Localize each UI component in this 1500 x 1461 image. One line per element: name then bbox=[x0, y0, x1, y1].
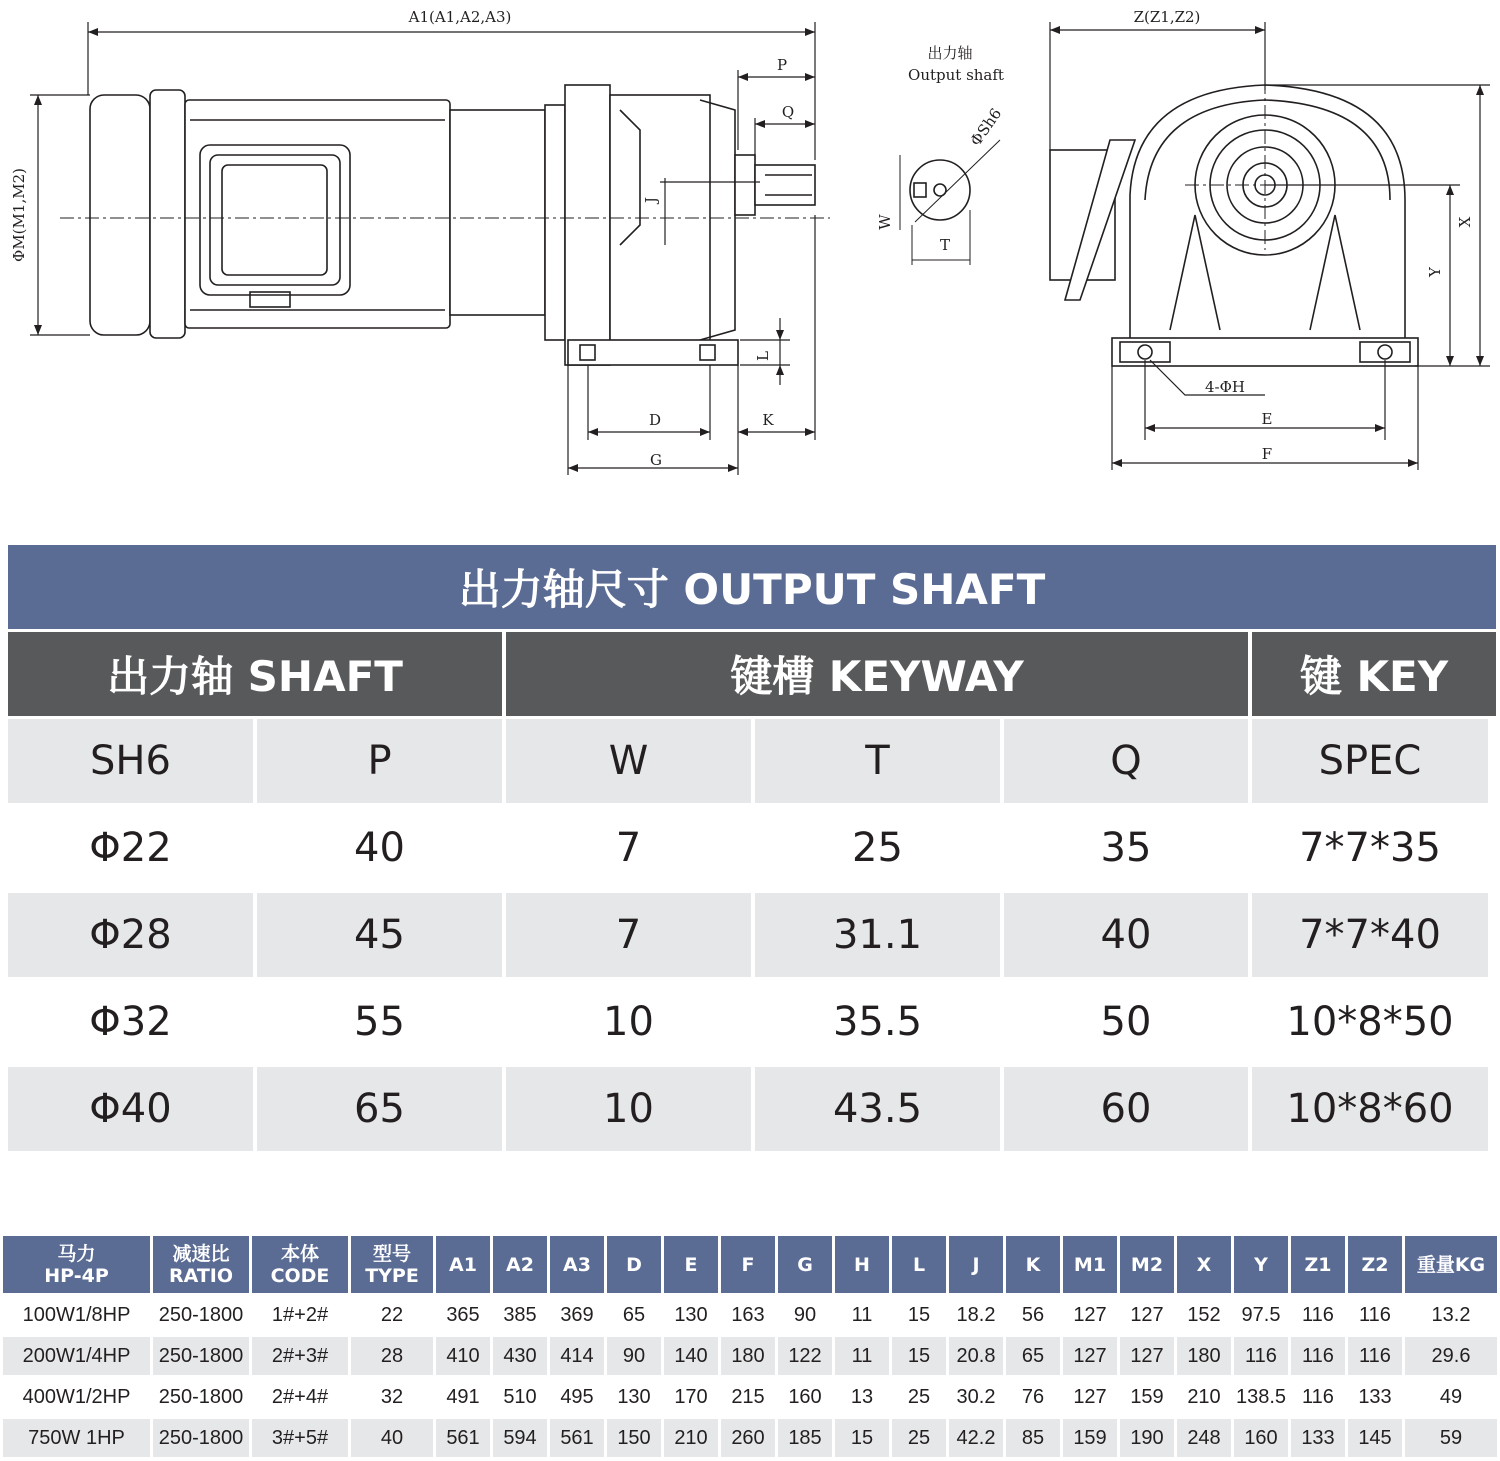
spec-cell: 250-1800 bbox=[153, 1337, 249, 1375]
table-cell: 7 bbox=[506, 806, 751, 890]
spec-header-line: TYPE bbox=[365, 1264, 419, 1287]
spec-column-header bbox=[351, 1236, 433, 1293]
spec-cell: 510 bbox=[493, 1378, 547, 1416]
table-row bbox=[8, 893, 1496, 977]
spec-cell: 260 bbox=[721, 1419, 775, 1457]
spec-header-line: F bbox=[741, 1253, 755, 1276]
column-header: W bbox=[506, 719, 751, 803]
spec-cell: 127 bbox=[1063, 1378, 1117, 1416]
spec-header-line: 重量KG bbox=[1416, 1253, 1486, 1276]
spec-cell: 430 bbox=[493, 1337, 547, 1375]
label-dim-a: A1(A1,A2,A3) bbox=[408, 8, 512, 26]
front-view bbox=[1050, 30, 1418, 366]
spec-cell: 170 bbox=[664, 1378, 718, 1416]
spec-cell: 2#+4# bbox=[252, 1378, 348, 1416]
spec-header-line: A3 bbox=[563, 1253, 591, 1276]
spec-column-header bbox=[252, 1236, 348, 1293]
spec-table bbox=[3, 1236, 1497, 1460]
table-cell: 45 bbox=[257, 893, 502, 977]
spec-column-header bbox=[949, 1236, 1003, 1293]
spec-cell: 2#+3# bbox=[252, 1337, 348, 1375]
spec-cell: 20.8 bbox=[949, 1337, 1003, 1375]
output-shaft-table bbox=[8, 545, 1496, 1151]
table-cell: 10*8*60 bbox=[1252, 1067, 1488, 1151]
label-output-shaft-en: Output shaft bbox=[908, 66, 1004, 84]
spec-header-line: H bbox=[854, 1253, 870, 1276]
spec-cell: 130 bbox=[664, 1296, 718, 1334]
spec-column-header bbox=[1177, 1236, 1231, 1293]
spec-cell: 122 bbox=[778, 1337, 832, 1375]
spec-cell: 29.6 bbox=[1405, 1337, 1497, 1375]
spec-header-line: CODE bbox=[270, 1264, 330, 1287]
spec-row bbox=[3, 1378, 1497, 1416]
spec-cell: 100W1/8HP bbox=[3, 1296, 150, 1334]
label-dim-sh6: ΦSh6 bbox=[966, 104, 1006, 150]
spec-cell: 152 bbox=[1177, 1296, 1231, 1334]
spec-cell: 116 bbox=[1291, 1296, 1345, 1334]
output-shaft-body bbox=[8, 806, 1496, 1151]
spec-cell: 215 bbox=[721, 1378, 775, 1416]
label-dim-m: ΦM(M1,M2) bbox=[10, 168, 28, 262]
label-dim-x: X bbox=[1456, 216, 1474, 228]
spec-cell: 28 bbox=[351, 1337, 433, 1375]
label-dim-g: G bbox=[650, 451, 662, 469]
group-header-row bbox=[8, 632, 1496, 716]
spec-cell: 159 bbox=[1063, 1419, 1117, 1457]
table-row bbox=[8, 1067, 1496, 1151]
label-dim-q: Q bbox=[781, 103, 795, 121]
spec-cell: 32 bbox=[351, 1378, 433, 1416]
spec-cell: 56 bbox=[1006, 1296, 1060, 1334]
column-header: SH6 bbox=[8, 719, 253, 803]
spec-header-line: L bbox=[912, 1253, 926, 1276]
spec-header-line: M1 bbox=[1073, 1253, 1107, 1276]
spec-cell: 127 bbox=[1120, 1296, 1174, 1334]
spec-column-header bbox=[153, 1236, 249, 1293]
spec-cell: 116 bbox=[1234, 1337, 1288, 1375]
spec-cell: 138.5 bbox=[1234, 1378, 1288, 1416]
spec-header-line: G bbox=[797, 1253, 813, 1276]
spec-cell: 11 bbox=[835, 1296, 889, 1334]
spec-header-line: J bbox=[972, 1253, 980, 1276]
table-cell: 60 bbox=[1004, 1067, 1248, 1151]
spec-column-header bbox=[1348, 1236, 1402, 1293]
spec-column-header bbox=[3, 1236, 150, 1293]
spec-cell: 42.2 bbox=[949, 1419, 1003, 1457]
group-shaft: 出力轴 SHAFT bbox=[8, 632, 502, 716]
spec-cell: 22 bbox=[351, 1296, 433, 1334]
spec-header-line: X bbox=[1196, 1253, 1212, 1276]
spec-cell: 410 bbox=[436, 1337, 490, 1375]
column-header-row bbox=[8, 719, 1496, 803]
table-row bbox=[8, 980, 1496, 1064]
table-cell: 40 bbox=[257, 806, 502, 890]
spec-header-line: M2 bbox=[1130, 1253, 1164, 1276]
table-cell: Φ22 bbox=[8, 806, 253, 890]
spec-cell: 116 bbox=[1348, 1337, 1402, 1375]
spec-column-header bbox=[1120, 1236, 1174, 1293]
spec-cell: 250-1800 bbox=[153, 1419, 249, 1457]
spec-cell: 130 bbox=[607, 1378, 661, 1416]
spec-cell: 25 bbox=[892, 1378, 946, 1416]
spec-header-line: A1 bbox=[449, 1253, 477, 1276]
table-cell: 10 bbox=[506, 1067, 751, 1151]
spec-cell: 15 bbox=[835, 1419, 889, 1457]
spec-column-header bbox=[1405, 1236, 1497, 1293]
spec-header-line: E bbox=[684, 1253, 698, 1276]
column-header: T bbox=[755, 719, 1000, 803]
spec-cell: 248 bbox=[1177, 1419, 1231, 1457]
spec-header-line: 型号 bbox=[372, 1242, 411, 1265]
spec-cell: 49 bbox=[1405, 1378, 1497, 1416]
spec-cell: 159 bbox=[1120, 1378, 1174, 1416]
label-dim-d: D bbox=[648, 411, 662, 429]
spec-cell: 180 bbox=[1177, 1337, 1231, 1375]
spec-cell: 250-1800 bbox=[153, 1378, 249, 1416]
spec-column-header bbox=[1234, 1236, 1288, 1293]
label-dim-t: T bbox=[939, 236, 951, 254]
spec-column-header bbox=[835, 1236, 889, 1293]
spec-cell: 491 bbox=[436, 1378, 490, 1416]
output-shaft-title: 出力轴尺寸 OUTPUT SHAFT bbox=[8, 545, 1496, 629]
column-header: P bbox=[257, 719, 502, 803]
spec-header-line: Z1 bbox=[1304, 1253, 1332, 1276]
table-cell: 55 bbox=[257, 980, 502, 1064]
spec-cell: 145 bbox=[1348, 1419, 1402, 1457]
spec-cell: 594 bbox=[493, 1419, 547, 1457]
table-cell: Φ40 bbox=[8, 1067, 253, 1151]
label-dim-j: J bbox=[642, 196, 660, 204]
table-cell: 10*8*50 bbox=[1252, 980, 1488, 1064]
spec-cell: 180 bbox=[721, 1337, 775, 1375]
spec-row bbox=[3, 1419, 1497, 1457]
spec-cell: 185 bbox=[778, 1419, 832, 1457]
label-dim-f: F bbox=[1261, 445, 1273, 463]
spec-column-header bbox=[1063, 1236, 1117, 1293]
label-dim-k: K bbox=[762, 411, 774, 429]
spec-cell: 561 bbox=[436, 1419, 490, 1457]
spec-cell: 13.2 bbox=[1405, 1296, 1497, 1334]
spec-header-line: HP-4P bbox=[44, 1264, 109, 1287]
spec-cell: 127 bbox=[1063, 1337, 1117, 1375]
table-cell: 50 bbox=[1004, 980, 1248, 1064]
spec-cell: 116 bbox=[1291, 1378, 1345, 1416]
spec-column-header bbox=[493, 1236, 547, 1293]
spec-column-header bbox=[721, 1236, 775, 1293]
spec-header-line: 马力 bbox=[57, 1242, 96, 1265]
spec-column-header bbox=[664, 1236, 718, 1293]
spec-column-header bbox=[550, 1236, 604, 1293]
spec-cell: 369 bbox=[550, 1296, 604, 1334]
spec-cell: 15 bbox=[892, 1337, 946, 1375]
spec-column-header bbox=[436, 1236, 490, 1293]
column-header: SPEC bbox=[1252, 719, 1488, 803]
spec-cell: 1#+2# bbox=[252, 1296, 348, 1334]
spec-column-header bbox=[778, 1236, 832, 1293]
spec-column-header bbox=[892, 1236, 946, 1293]
table-cell: 10 bbox=[506, 980, 751, 1064]
label-dim-l: L bbox=[754, 351, 772, 361]
spec-column-header bbox=[1291, 1236, 1345, 1293]
spec-cell: 116 bbox=[1348, 1296, 1402, 1334]
drawing-svg bbox=[0, 0, 1500, 500]
table-cell: 35 bbox=[1004, 806, 1248, 890]
spec-header-line: D bbox=[626, 1253, 642, 1276]
spec-column-header bbox=[607, 1236, 661, 1293]
spec-cell: 18.2 bbox=[949, 1296, 1003, 1334]
spec-cell: 210 bbox=[1177, 1378, 1231, 1416]
spec-cell: 210 bbox=[664, 1419, 718, 1457]
spec-header-line: K bbox=[1025, 1253, 1041, 1276]
spec-cell: 76 bbox=[1006, 1378, 1060, 1416]
spec-cell: 65 bbox=[607, 1296, 661, 1334]
spec-cell: 250-1800 bbox=[153, 1296, 249, 1334]
spec-header-line: 减速比 bbox=[172, 1242, 230, 1265]
label-dim-y: Y bbox=[1426, 267, 1444, 277]
side-view bbox=[60, 85, 830, 365]
spec-header-line: A2 bbox=[506, 1253, 534, 1276]
spec-cell: 190 bbox=[1120, 1419, 1174, 1457]
spec-cell: 150 bbox=[607, 1419, 661, 1457]
spec-cell: 127 bbox=[1120, 1337, 1174, 1375]
spec-header-line: Y bbox=[1254, 1253, 1268, 1276]
spec-cell: 127 bbox=[1063, 1296, 1117, 1334]
group-key: 键 KEY bbox=[1252, 632, 1496, 716]
spec-cell: 30.2 bbox=[949, 1378, 1003, 1416]
group-keyway: 键槽 KEYWAY bbox=[506, 632, 1248, 716]
spec-cell: 133 bbox=[1291, 1419, 1345, 1457]
spec-cell: 414 bbox=[550, 1337, 604, 1375]
spec-cell: 13 bbox=[835, 1378, 889, 1416]
spec-cell: 65 bbox=[1006, 1337, 1060, 1375]
table-cell: Φ28 bbox=[8, 893, 253, 977]
spec-cell: 163 bbox=[721, 1296, 775, 1334]
spec-cell: 15 bbox=[892, 1296, 946, 1334]
table-cell: 7*7*40 bbox=[1252, 893, 1488, 977]
spec-column-header bbox=[1006, 1236, 1060, 1293]
label-dim-h: 4-ΦH bbox=[1205, 378, 1245, 396]
spec-cell: 200W1/4HP bbox=[3, 1337, 150, 1375]
spec-cell: 85 bbox=[1006, 1419, 1060, 1457]
label-dim-z: Z(Z1,Z2) bbox=[1133, 8, 1201, 26]
spec-cell: 3#+5# bbox=[252, 1419, 348, 1457]
spec-cell: 495 bbox=[550, 1378, 604, 1416]
label-dim-w: W bbox=[876, 214, 894, 230]
spec-cell: 40 bbox=[351, 1419, 433, 1457]
spec-row bbox=[3, 1337, 1497, 1375]
table-row bbox=[8, 806, 1496, 890]
label-output-shaft-cn: 出力轴 bbox=[927, 44, 973, 62]
table-cell: 43.5 bbox=[755, 1067, 1000, 1151]
spec-header-line: RATIO bbox=[168, 1264, 234, 1287]
table-cell: 40 bbox=[1004, 893, 1248, 977]
label-dim-p: P bbox=[776, 56, 788, 74]
table-cell: 7*7*35 bbox=[1252, 806, 1488, 890]
spec-body bbox=[3, 1296, 1497, 1457]
spec-cell: 90 bbox=[607, 1337, 661, 1375]
spec-header-line: Z2 bbox=[1361, 1253, 1389, 1276]
spec-cell: 160 bbox=[778, 1378, 832, 1416]
table-cell: Φ32 bbox=[8, 980, 253, 1064]
spec-cell: 59 bbox=[1405, 1419, 1497, 1457]
technical-drawing bbox=[0, 0, 1500, 500]
spec-cell: 116 bbox=[1291, 1337, 1345, 1375]
table-cell: 35.5 bbox=[755, 980, 1000, 1064]
spec-cell: 133 bbox=[1348, 1378, 1402, 1416]
spec-cell: 561 bbox=[550, 1419, 604, 1457]
spec-cell: 365 bbox=[436, 1296, 490, 1334]
spec-cell: 90 bbox=[778, 1296, 832, 1334]
spec-cell: 25 bbox=[892, 1419, 946, 1457]
label-dim-e: E bbox=[1261, 410, 1273, 428]
table-cell: 25 bbox=[755, 806, 1000, 890]
table-cell: 7 bbox=[506, 893, 751, 977]
spec-cell: 140 bbox=[664, 1337, 718, 1375]
spec-cell: 400W1/2HP bbox=[3, 1378, 150, 1416]
spec-cell: 97.5 bbox=[1234, 1296, 1288, 1334]
spec-header-row bbox=[3, 1236, 1497, 1293]
spec-row bbox=[3, 1296, 1497, 1334]
spec-header-line: 本体 bbox=[280, 1242, 319, 1265]
table-cell: 65 bbox=[257, 1067, 502, 1151]
spec-cell: 385 bbox=[493, 1296, 547, 1334]
table-cell: 31.1 bbox=[755, 893, 1000, 977]
column-header: Q bbox=[1004, 719, 1248, 803]
spec-cell: 750W 1HP bbox=[3, 1419, 150, 1457]
spec-cell: 11 bbox=[835, 1337, 889, 1375]
spec-cell: 160 bbox=[1234, 1419, 1288, 1457]
